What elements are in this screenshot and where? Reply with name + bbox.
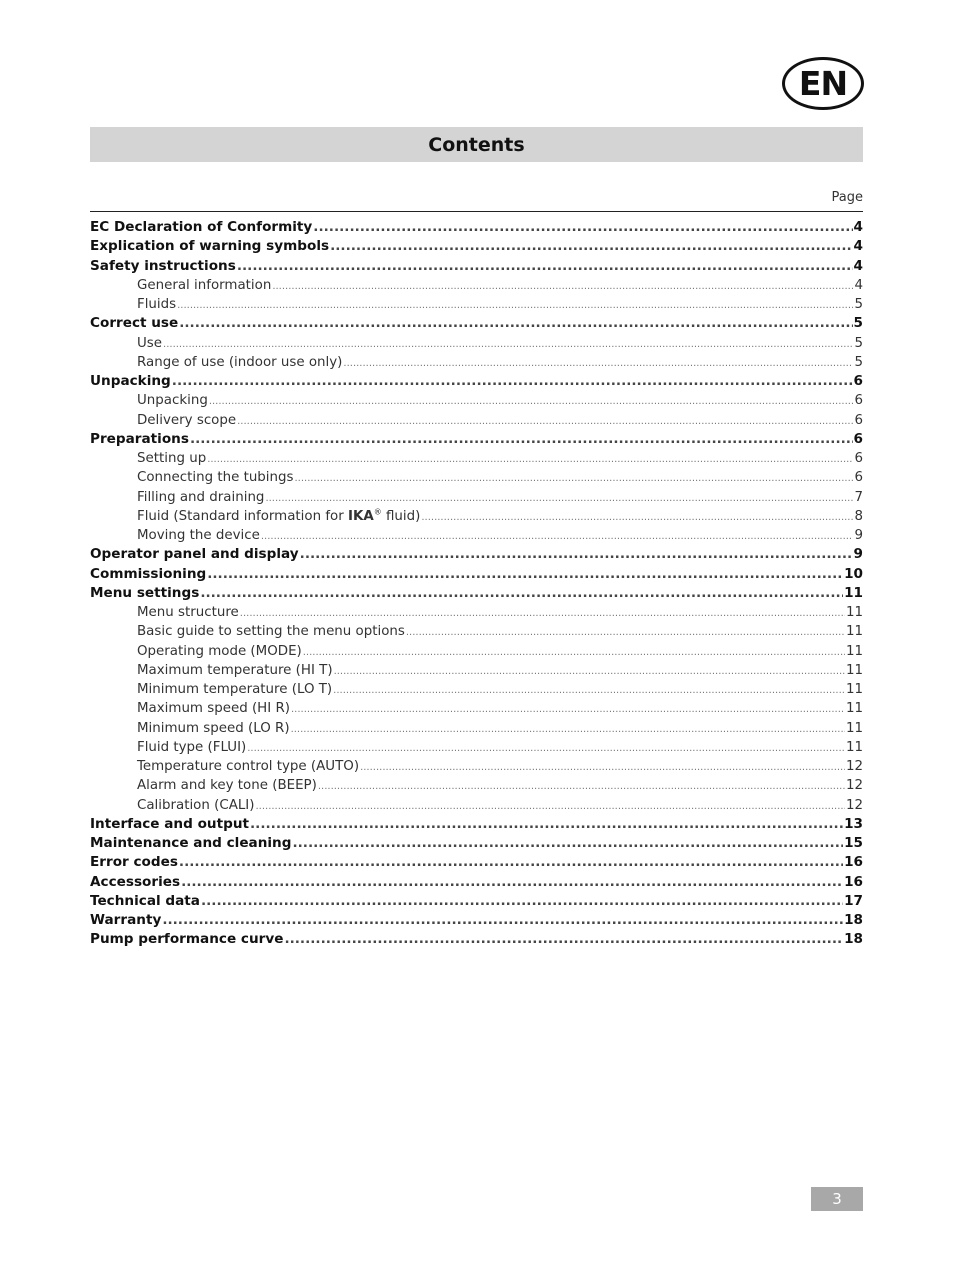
dot-leader xyxy=(255,797,844,815)
toc-section-row[interactable] xyxy=(90,642,863,661)
toc-chapter-row[interactable] xyxy=(90,545,863,564)
contents-title-bar xyxy=(90,127,863,162)
toc-page-number: 11 xyxy=(845,739,863,755)
toc-entry-title: Safety instructions xyxy=(90,257,236,274)
toc-section-row[interactable] xyxy=(90,295,863,314)
toc-entry-title: Maximum speed (HI R) xyxy=(137,701,290,717)
toc-entry-title: Basic guide to setting the menu options xyxy=(137,624,405,640)
dot-leader xyxy=(200,584,843,603)
dot-leader xyxy=(334,662,845,680)
toc-entry-title: Commissioning xyxy=(90,565,207,582)
dot-leader xyxy=(421,508,853,526)
dot-leader xyxy=(207,450,853,468)
toc-page-number: 9 xyxy=(853,546,863,563)
toc-entry-title: Pump performance curve xyxy=(90,931,284,948)
toc-page-number: 6 xyxy=(853,430,863,447)
toc-entry-title: Alarm and key tone (BEEP) xyxy=(137,778,317,794)
toc-chapter-row[interactable] xyxy=(90,892,863,911)
toc-page-number: 12 xyxy=(845,797,863,813)
toc-entry-title-prefix: Fluid (Standard information for xyxy=(137,508,348,524)
toc-entry-title: Menu settings xyxy=(90,584,200,601)
toc-entry-title: Fluid type (FLUI) xyxy=(137,739,247,755)
dot-leader xyxy=(406,623,845,641)
toc-entry-title: Use xyxy=(137,335,163,351)
toc-page-number: 6 xyxy=(854,412,863,428)
dot-leader xyxy=(177,296,853,314)
dot-leader xyxy=(284,930,843,949)
dot-leader xyxy=(209,392,854,410)
toc-page-number: 12 xyxy=(845,778,863,794)
toc-page-number: 6 xyxy=(854,470,863,486)
toc-page-number: 4 xyxy=(853,238,863,255)
toc-entry-title: Maximum temperature (HI T) xyxy=(137,662,333,678)
dot-leader xyxy=(250,815,843,834)
dot-leader xyxy=(163,335,853,353)
toc-chapter-row[interactable] xyxy=(90,430,863,449)
toc-entry-title: EC Declaration of Conformity xyxy=(90,219,313,235)
toc-entry-title: Menu structure xyxy=(137,605,239,620)
dot-leader xyxy=(261,527,854,545)
toc-section-row[interactable] xyxy=(90,757,863,776)
dot-leader xyxy=(179,314,852,333)
toc-entry-title-suffix: fluid) xyxy=(381,508,421,524)
toc-page-number: 4 xyxy=(853,219,863,235)
toc-entry-title xyxy=(137,507,420,526)
registered-mark: ® xyxy=(373,507,382,517)
dot-leader xyxy=(291,720,845,738)
toc-page-number: 5 xyxy=(854,354,863,370)
toc-section-row[interactable] xyxy=(90,603,863,622)
toc-page-number: 11 xyxy=(844,584,863,601)
toc-entry-title: Operator panel and display xyxy=(90,546,299,563)
toc-page-number: 6 xyxy=(854,451,863,466)
toc-entry-title: Delivery scope xyxy=(137,412,237,428)
toc-page-number: 8 xyxy=(854,508,863,524)
toc-chapter-row[interactable] xyxy=(90,314,863,333)
dot-leader xyxy=(179,853,843,872)
toc-entry-title: Range of use (indoor use only) xyxy=(137,354,343,370)
header-divider xyxy=(90,211,863,212)
dot-leader xyxy=(237,257,853,276)
dot-leader xyxy=(330,237,852,256)
toc-page-number: 6 xyxy=(854,393,863,409)
toc-chapter-row[interactable] xyxy=(90,218,863,237)
dot-leader xyxy=(190,430,853,449)
toc-section-row[interactable] xyxy=(90,738,863,757)
toc-page-number: 9 xyxy=(854,528,863,543)
dot-leader xyxy=(343,354,853,372)
dot-leader xyxy=(265,489,853,507)
toc-section-row[interactable] xyxy=(90,507,863,526)
toc-page-number: 4 xyxy=(853,257,863,274)
toc-section-row[interactable] xyxy=(90,699,863,718)
toc-page-number: 18 xyxy=(844,912,863,928)
toc-entry-title: Unpacking xyxy=(90,373,171,389)
dot-leader xyxy=(294,469,853,487)
dot-leader xyxy=(333,681,845,699)
toc-page-number: 11 xyxy=(845,624,863,640)
toc-page-number: 5 xyxy=(854,297,863,312)
toc-entry-title: Preparations xyxy=(90,430,189,447)
page-column-label: Page xyxy=(831,190,863,205)
toc-page-number: 11 xyxy=(845,720,863,736)
toc-entry-title: Minimum temperature (LO T) xyxy=(137,682,333,697)
toc-chapter-row[interactable] xyxy=(90,257,863,276)
toc-entry-title: Filling and draining xyxy=(137,489,265,505)
toc-entry-title: Maintenance and cleaning xyxy=(90,835,292,851)
toc-chapter-row[interactable] xyxy=(90,853,863,872)
toc-section-row[interactable] xyxy=(90,776,863,795)
page-title: Contents xyxy=(428,133,525,156)
toc-section-row[interactable] xyxy=(90,449,863,468)
toc-section-row[interactable] xyxy=(90,622,863,641)
toc-page-number: 10 xyxy=(844,565,863,582)
toc-page-number: 13 xyxy=(844,815,863,832)
dot-leader xyxy=(292,834,843,853)
toc-section-row[interactable] xyxy=(90,276,863,295)
toc-entry-title: General information xyxy=(137,277,272,293)
dot-leader xyxy=(162,911,843,930)
toc-page-number: 5 xyxy=(854,335,863,351)
toc-entry-title: Technical data xyxy=(90,892,200,909)
toc-chapter-row[interactable] xyxy=(90,584,863,603)
dot-leader xyxy=(300,545,853,564)
footer-page-number: 3 xyxy=(811,1187,863,1211)
toc-page-number: 17 xyxy=(844,892,863,909)
toc-section-row[interactable] xyxy=(90,391,863,410)
toc-page-number: 11 xyxy=(845,643,863,659)
toc-entry-title: Fluids xyxy=(137,297,177,312)
toc-entry-title: Minimum speed (LO R) xyxy=(137,720,290,736)
toc-page-number: 16 xyxy=(844,873,863,890)
dot-leader xyxy=(313,218,852,237)
dot-leader xyxy=(172,372,853,391)
dot-leader xyxy=(272,277,853,295)
dot-leader xyxy=(237,412,853,430)
toc-page-number: 6 xyxy=(853,373,863,389)
toc-chapter-row[interactable] xyxy=(90,930,863,949)
toc-entry-title: Interface and output xyxy=(90,815,249,832)
toc-page-number: 4 xyxy=(854,277,863,293)
toc-entry-title: Moving the device xyxy=(137,528,260,543)
toc-page-number: 11 xyxy=(845,701,863,717)
dot-leader xyxy=(303,643,845,661)
toc-entry-title: Warranty xyxy=(90,912,162,928)
toc-page-number: 12 xyxy=(845,759,863,774)
dot-leader xyxy=(247,739,845,757)
toc-page-number: 15 xyxy=(844,835,863,851)
toc-entry-title: Temperature control type (AUTO) xyxy=(137,759,360,774)
dot-leader xyxy=(181,873,843,892)
toc-entry-title: Correct use xyxy=(90,315,179,332)
toc-page-number: 18 xyxy=(844,931,863,948)
toc-chapter-row[interactable] xyxy=(90,834,863,853)
toc-entry-title: Accessories xyxy=(90,873,181,890)
dot-leader xyxy=(318,777,845,795)
toc-page-number: 16 xyxy=(844,854,863,871)
toc-chapter-row[interactable] xyxy=(90,873,863,892)
toc-page-number: 11 xyxy=(845,605,863,620)
toc-section-row[interactable] xyxy=(90,680,863,699)
toc-section-row[interactable] xyxy=(90,526,863,545)
toc-chapter-row[interactable] xyxy=(90,237,863,256)
dot-leader xyxy=(240,604,845,622)
toc-chapter-row[interactable] xyxy=(90,372,863,391)
toc-page-number: 5 xyxy=(853,315,863,332)
toc-entry-title: Operating mode (MODE) xyxy=(137,643,302,659)
brand-name: IKA xyxy=(348,508,374,524)
toc-entry-title: Explication of warning symbols xyxy=(90,238,330,255)
toc-entry-title: Unpacking xyxy=(137,393,208,409)
toc-section-row[interactable] xyxy=(90,488,863,507)
dot-leader xyxy=(207,565,843,584)
language-badge: EN xyxy=(782,57,864,110)
toc-entry-title: Error codes xyxy=(90,854,178,871)
dot-leader xyxy=(201,892,843,911)
toc-section-row[interactable] xyxy=(90,334,863,353)
toc-entry-title: Setting up xyxy=(137,451,207,466)
toc-section-row[interactable] xyxy=(90,411,863,430)
toc-section-row[interactable] xyxy=(90,796,863,815)
toc-chapter-row[interactable] xyxy=(90,565,863,584)
toc-page-number: 11 xyxy=(845,682,863,697)
toc-chapter-row[interactable] xyxy=(90,911,863,930)
toc-chapter-row[interactable] xyxy=(90,815,863,834)
dot-leader xyxy=(360,758,845,776)
toc-entry-title: Connecting the tubings xyxy=(137,470,294,486)
table-of-contents xyxy=(90,218,863,950)
toc-page-number: 11 xyxy=(845,662,863,678)
dot-leader xyxy=(291,700,845,718)
toc-section-row[interactable] xyxy=(90,353,863,372)
toc-section-row[interactable] xyxy=(90,468,863,487)
toc-section-row[interactable] xyxy=(90,661,863,680)
toc-entry-title: Calibration (CALI) xyxy=(137,797,255,813)
toc-section-row[interactable] xyxy=(90,719,863,738)
toc-page-number: 7 xyxy=(854,489,863,505)
